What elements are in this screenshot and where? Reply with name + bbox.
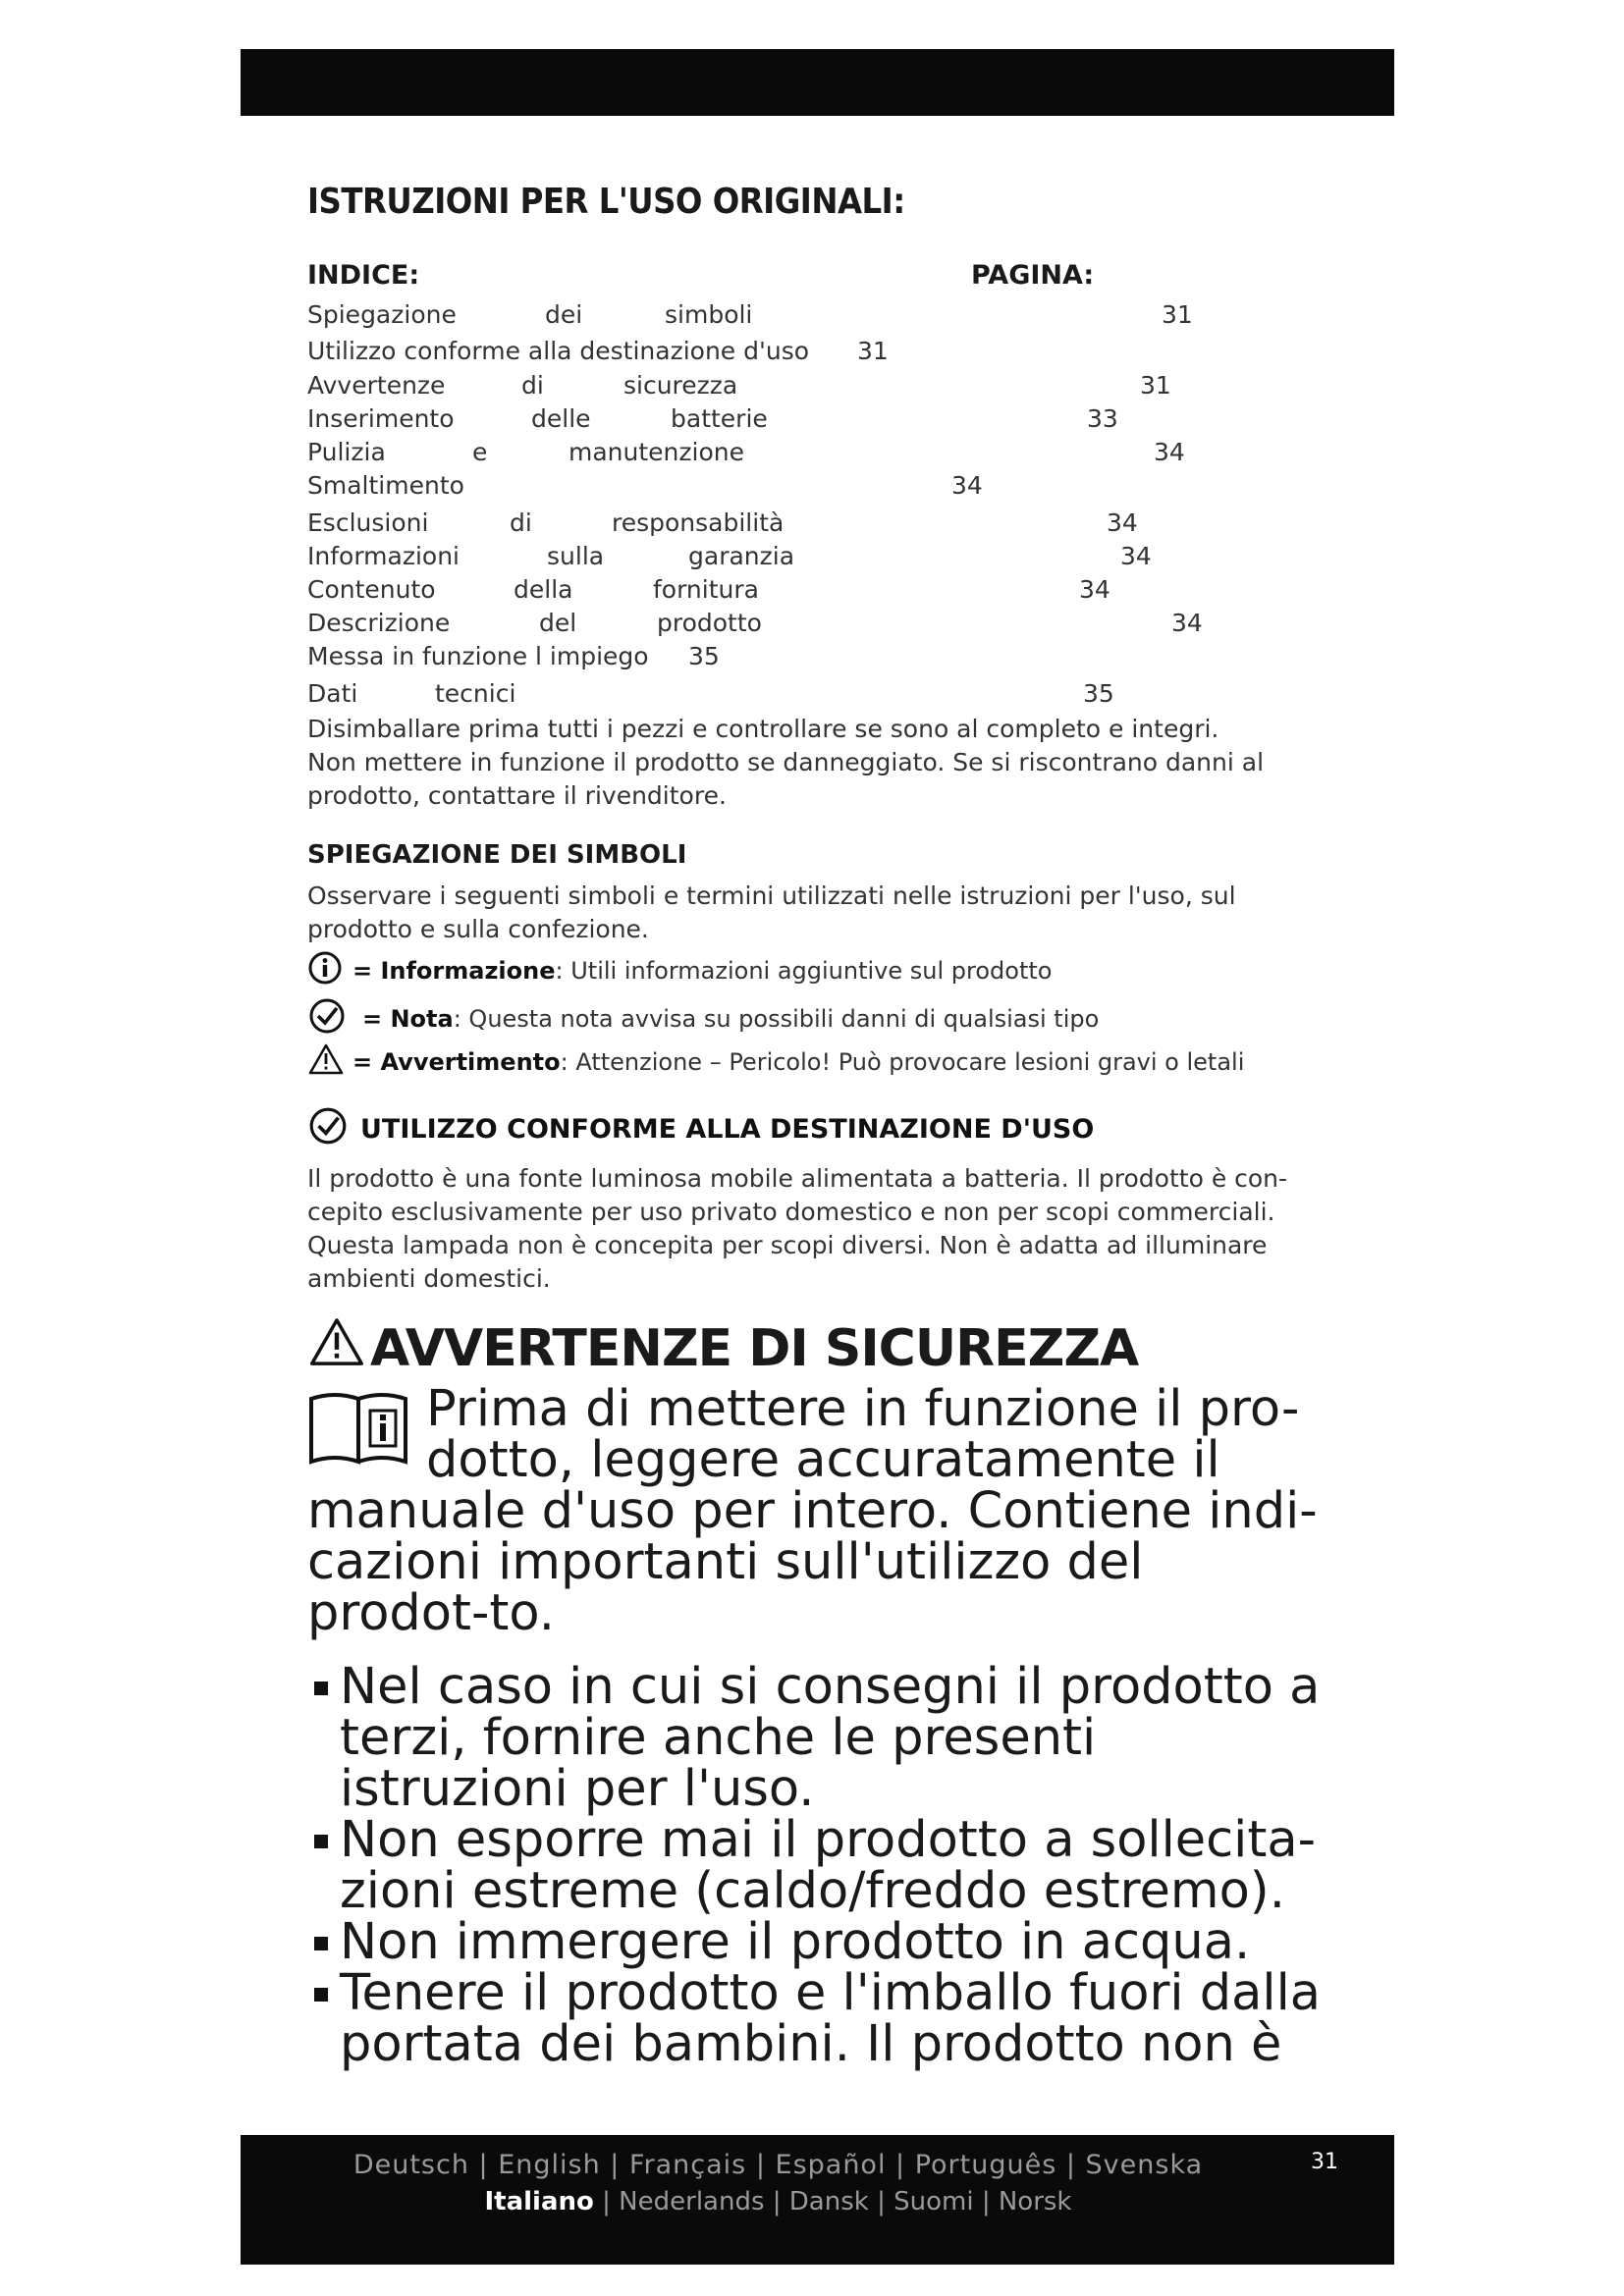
toc-page: 34 [1171,609,1203,637]
symbol-term: = Informazione [352,957,556,985]
safety-bullet-list [312,1658,1333,2073]
list-item: Non esporre mai il prodotto a sollecita-zioni estreme (caldo/freddo estremo). [312,1815,1333,1917]
toc-text: Smaltimento [307,471,464,500]
toc-text: fornitura [653,575,759,604]
symbol-desc: : Attenzione – Pericolo! Può provocare lesioni gravi o letali [560,1048,1245,1076]
list-item: Nel caso in cui si consegni il prodotto a terzi, fornire anche le presenti istruzioni per l'uso. [312,1662,1333,1815]
top-bar [241,49,1394,116]
language-list-line1: Deutsch | English | Français | Español | Português | Svenska [352,2150,1204,2180]
toc-page: 34 [1107,508,1138,537]
toc-text: Informazioni [307,542,460,570]
toc-page: 34 [951,471,983,500]
toc-page: 31 [857,337,889,365]
toc-text: della [514,575,573,604]
safety-intro-line2: dotto, leggere accuratamente il [426,1431,1220,1489]
toc-text: dei [545,300,583,329]
toc-text: delle [531,404,591,433]
toc-text: Spiegazione [307,300,457,329]
page-label: PAGINA: [971,260,1095,291]
index-label: INDICE: [307,260,420,291]
check-circle-icon [307,1105,349,1153]
toc-text: prodotto [657,609,762,637]
language-list-rest: | Nederlands | Dansk | Suomi | Norsk [593,2187,1072,2216]
symbol-desc: : Questa nota avvisa su possibili danni di qualsiasi tipo [453,1005,1100,1033]
toc-text: simboli [665,300,753,329]
intended-use-text: Il prodotto è una fonte luminosa mobile alimentata a batteria. Il prodotto è con-cepito esclusivamente per uso privato domestico e non per scopi commerciali. Questa lampada non è concepita per scopi diversi. Non è adatta ad illuminare ambienti domestici. [307,1164,1288,1293]
symbols-heading: SPIEGAZIONE DEI SIMBOLI [307,840,687,870]
warning-triangle-icon [307,1042,345,1082]
toc-text: Messa in funzione l impiego [307,642,649,670]
language-list-line2 [241,2187,1394,2216]
page-title: ISTRUZIONI PER L'USO ORIGINALI: [307,182,905,222]
toc-text: responsabilità [612,508,785,537]
manual-book-icon [307,1389,411,1471]
intended-use-heading: UTILIZZO CONFORME ALLA DESTINAZIONE D'USO [360,1114,1095,1145]
symbol-term: = Avvertimento [352,1048,561,1076]
toc-text: sicurezza [623,371,738,400]
current-language: Italiano [484,2187,594,2216]
toc-text: di [521,371,544,400]
intended-use-heading-row [307,1105,1094,1153]
symbol-term: = Nota [362,1005,454,1033]
safety-intro-line1: Prima di mettere in funzione il pro- [426,1380,1300,1438]
toc-text: Utilizzo conforme alla destinazione d'uso [307,337,810,365]
toc-page: 31 [1140,371,1171,400]
symbol-row-info [307,950,1052,991]
toc-page: 31 [1162,300,1193,329]
intro-paragraph [307,713,1319,813]
symbol-desc: : Utili informazioni aggiuntive sul prodotto [555,957,1053,985]
toc-text: Avvertenze [307,371,446,400]
info-circle-icon [307,950,343,991]
symbols-text: Osservare i seguenti simboli e termini utilizzati nelle istruzioni per l'uso, sul prodotto e sulla confezione. [307,881,1236,943]
toc-page: 34 [1079,575,1110,604]
toc-text: tecnici [435,679,516,708]
toc-page: 35 [1083,679,1114,708]
toc-text: Inserimento [307,404,455,433]
safety-heading-row [307,1315,1138,1381]
toc-text: Descrizione [307,609,451,637]
toc-text: manutenzione [568,438,744,466]
toc-page: 34 [1120,542,1152,570]
page-number: 31 [1311,2150,1338,2174]
toc-text: del [539,609,577,637]
toc-text: Pulizia [307,438,386,466]
toc-text: Contenuto [307,575,436,604]
symbol-row-warning [307,1042,1244,1082]
intro-line: Non mettere in funzione il prodotto se danneggiato. Se si riscontrano danni al prodotto, contattare il rivenditore. [307,748,1265,810]
toc-text: batterie [671,404,768,433]
intro-line: Disimballare prima tutti i pezzi e controllare se sono al completo e integri. [307,715,1219,743]
toc-text: garanzia [688,542,795,570]
toc-text: Dati [307,679,358,708]
safety-intro-rest: manuale d'uso per intero. Contiene indi-cazioni importanti sull'utilizzo del prodot-to. [307,1482,1318,1642]
safety-heading: AVVERTENZE DI SICUREZZA [370,1318,1139,1378]
warning-triangle-icon [307,1315,366,1381]
toc-text: di [510,508,532,537]
toc-text: sulla [547,542,605,570]
list-item: Non immergere il prodotto in acqua. [312,1917,1333,1968]
toc-page: 34 [1154,438,1185,466]
toc-text: e [472,438,488,466]
toc-text: Esclusioni [307,508,429,537]
toc-page: 35 [688,642,720,670]
list-item: Tenere il prodotto e l'imballo fuori dalla portata dei bambini. Il prodotto non è [312,1968,1333,2070]
toc-page: 33 [1087,404,1118,433]
symbol-row-note [307,996,1099,1041]
check-circle-icon [307,996,347,1041]
